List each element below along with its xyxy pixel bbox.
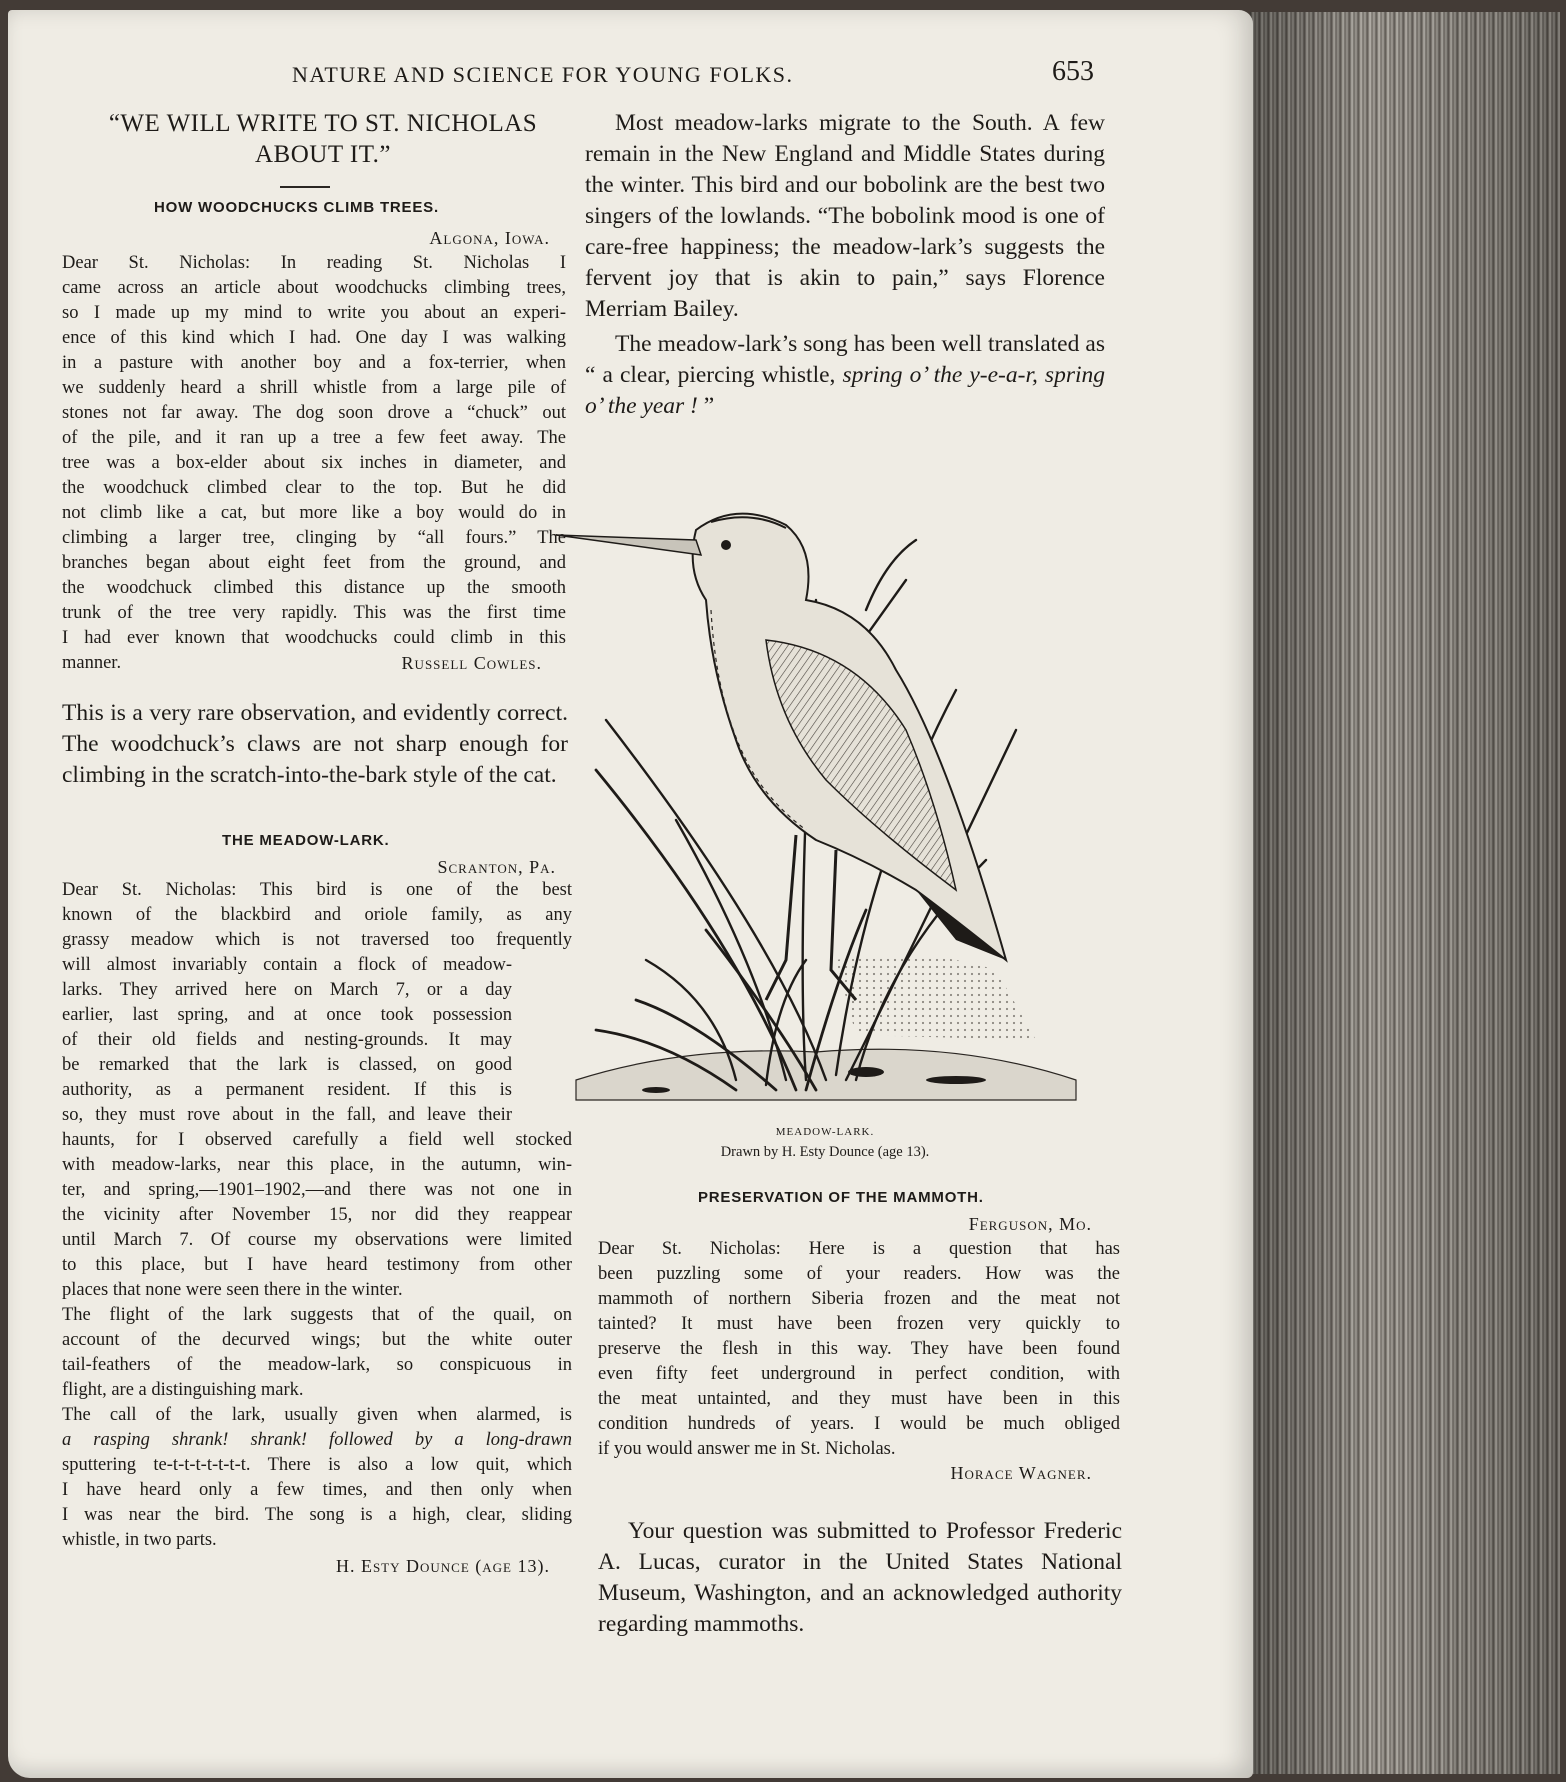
letter-line: to this place, but I have heard testimony from other <box>62 1255 572 1275</box>
letter-line: be remarked that the lark is classed, on good <box>62 1055 512 1075</box>
letter-line: will almost invariably contain a flock of meadow- <box>62 955 512 975</box>
note-text-end: ” <box>697 393 715 419</box>
letter-line: branches began about eight feet from the ground, and <box>62 553 566 573</box>
letter-line: mammoth of northern Siberia frozen and the meat not <box>598 1289 1120 1309</box>
figure-caption <box>585 1126 1065 1161</box>
figure-caption-title: MEADOW-LARK. <box>775 1126 875 1138</box>
woodchuck-signature: Russell Cowles. <box>401 653 542 673</box>
letter-line: condition hundreds of years. I would be much obliged <box>598 1414 1120 1434</box>
letter-line: grassy meadow which is not traversed too frequently <box>62 930 572 950</box>
letter-line: places that none were seen there in the winter. <box>62 1280 403 1300</box>
letter-line: tree was a box-elder about six inches in diameter, and <box>62 453 566 473</box>
letter-line: a rasping shrank! shrank! followed by a long-drawn <box>62 1430 572 1450</box>
letter-line: so, they must rove about in the fall, and leave their <box>62 1105 512 1125</box>
letter-line: with meadow-larks, near this place, in the autumn, win- <box>62 1155 572 1175</box>
letter-line: if you would answer me in St. Nicholas. <box>598 1439 896 1459</box>
heading-rule <box>280 186 330 188</box>
letter-line: authority, as a permanent resident. If this is <box>62 1080 512 1100</box>
letter-line: until March 7. Of course my observations were limited <box>62 1230 572 1250</box>
letter-line: account of the decurved wings; but the white outer <box>62 1330 572 1350</box>
letter-line: so I made up my mind to write you about an experi- <box>62 303 566 323</box>
letter-line: the woodchuck climbed this distance up the smooth <box>62 578 566 598</box>
letter-line: larks. They arrived here on March 7, or a day <box>62 980 512 1000</box>
mammoth-section-title: PRESERVATION OF THE MAMMOTH. <box>698 1189 984 1206</box>
letter-line: the woodchuck climbed clear to the top. But he did <box>62 478 566 498</box>
letter-line: I was near the bird. The song is a high, clear, sliding <box>62 1505 572 1525</box>
letter-line: flight, are a distinguishing mark. <box>62 1380 304 1400</box>
letter-line: tail-feathers of the meadow-lark, so conspicuous in <box>62 1355 572 1375</box>
song-translation: spring o’ the y-e-a-r, spring o’ the year ! <box>585 362 1106 419</box>
meadowlark-editor-note-2 <box>585 329 1105 422</box>
department-heading: “WE WILL WRITE TO ST. NICHOLAS ABOUT IT.” <box>108 110 538 168</box>
letter-line: The flight of the lark suggests that of the quail, on <box>62 1305 572 1325</box>
letter-line: ence of this kind which I had. One day I was walking <box>62 328 566 348</box>
page-number: 653 <box>1052 56 1094 87</box>
letter-line: ter, and spring,—1901–1902,—and there was not one in <box>62 1180 572 1200</box>
mammoth-editor-reply: Your question was submitted to Professor Frederic A. Lucas, curator in the United States National Museum, Washington, and an acknowledged authority regarding mammoths. <box>598 1518 1122 1637</box>
letter-line: climbing a larger tree, clinging by “all fours.” The <box>62 528 566 548</box>
letter-line: tainted? It must have been frozen very quickly to <box>598 1314 1120 1334</box>
meadowlark-letter <box>62 878 574 1553</box>
letter-line: came across an article about woodchucks climbing trees, <box>62 278 566 298</box>
book-page-edges <box>1250 12 1560 1774</box>
letter-line: trunk of the tree very rapidly. This was the first time <box>62 603 566 623</box>
meadowlark-editor-note-1: Most meadow-larks migrate to the South. A few remain in the New England and Middle States during the winter. This bird and our bobolink are the best two singers of the lowlands. “The bobolink mood is one of care-free happiness; the meadow-lark’s suggests the fervent joy that is akin to pain,” says Florence Merriam Bailey. <box>585 110 1105 322</box>
letter-line: earlier, last spring, and at once took possession <box>62 1005 512 1025</box>
note-text: The meadow-lark’s song has been well translated as “ a clear, piercing whistle, <box>585 331 1105 388</box>
letter-line: we suddenly heard a shrill whistle from a large pile of <box>62 378 566 398</box>
letter-line: not climb like a cat, but more like a boy would do in <box>62 503 566 523</box>
figure-caption-credit: Drawn by H. Esty Dounce (age 13). <box>720 1144 930 1160</box>
letter-line: preserve the flesh in this way. They have been found <box>598 1339 1120 1359</box>
meadowlark-illustration <box>536 440 1110 1120</box>
letter-line: the meat untainted, and they must have been in this <box>598 1389 1120 1409</box>
letter-line: haunts, for I observed carefully a field well stocked <box>62 1130 572 1150</box>
letter-line: the vicinity after November 15, nor did they reappear <box>62 1205 572 1225</box>
letter-line: stones not far away. The dog soon drove a “chuck” out <box>62 403 566 423</box>
letter-line: even fifty feet underground in perfect condition, with <box>598 1364 1120 1384</box>
letter-line: The call of the lark, usually given when alarmed, is <box>62 1405 572 1425</box>
mammoth-signature: Horace Wagner. <box>950 1463 1092 1483</box>
running-title: NATURE AND SCIENCE FOR YOUNG FOLKS. <box>292 62 794 87</box>
mammoth-section <box>598 1189 1122 1640</box>
letter-line: Dear St. Nicholas: This bird is one of the best <box>62 880 572 900</box>
letter-line: of their old fields and nesting-grounds. It may <box>62 1030 512 1050</box>
letter-line: sputtering te-t-t-t-t-t-t-t. There is also a low quit, which <box>62 1455 572 1475</box>
letter-line: in a pasture with another boy and a fox-terrier, when <box>62 353 566 373</box>
letter-line: Dear St. Nicholas: Here is a question that has <box>598 1239 1120 1259</box>
letter-line: been puzzling some of your readers. How was the <box>598 1264 1120 1284</box>
woodchuck-location: Algona, Iowa. <box>429 228 550 248</box>
left-column <box>62 108 574 1575</box>
woodchuck-section-title: HOW WOODCHUCKS CLIMB TREES. <box>154 199 439 216</box>
letter-line: I have heard only a few times, and then only when <box>62 1480 572 1500</box>
letter-line: whistle, in two parts. <box>62 1530 217 1550</box>
mammoth-location: Ferguson, Mo. <box>968 1214 1092 1234</box>
meadowlark-signature: H. Esty Dounce (age 13). <box>335 1556 550 1576</box>
letter-line: of the pile, and it ran up a tree a few feet away. The <box>62 428 566 448</box>
woodchuck-editor-reply: This is a very rare observation, and evidently correct. The woodchuck’s claws are not sharp enough for climbing in the scratch-into-the-bark style of the cat. <box>62 700 568 788</box>
meadowlark-location: Scranton, Pa. <box>437 857 556 877</box>
meadowlark-section-title: THE MEADOW-LARK. <box>222 832 390 849</box>
letter-line: I had ever known that woodchucks could climb in this <box>62 628 566 648</box>
mammoth-letter <box>598 1237 1120 1462</box>
letter-line: Dear St. Nicholas: In reading St. Nicholas I <box>62 253 566 273</box>
right-column <box>585 108 1121 422</box>
letter-line: known of the blackbird and oriole family, as any <box>62 905 572 925</box>
woodchuck-letter: Dear St. Nicholas: In reading St. Nicholas I came across an article about woodchucks climbing trees, so I made up my mind to write you about an experi- ence of this kind which I had. One day I was walking in a pasture with another boy and a fox-terrier, when we suddenly heard a shrill whistle from a large pile of stones not far away. The dog soon drove a “chuck” out of the pile, and it ran up a tree a few feet away. The tree was a box-elder about six inches in diameter, and the woodchuck climbed clear to the top. But he did not climb like a cat, but more like a boy would do in climbing a larger tree, clinging by “all fours.” The branches began about eight feet from the ground, and the woodchuck climbed this distance up the smooth trunk of the tree very rapidly. This was the first time I had ever known that woodchucks could climb in this manner. Russell Cowles. <box>62 251 566 676</box>
